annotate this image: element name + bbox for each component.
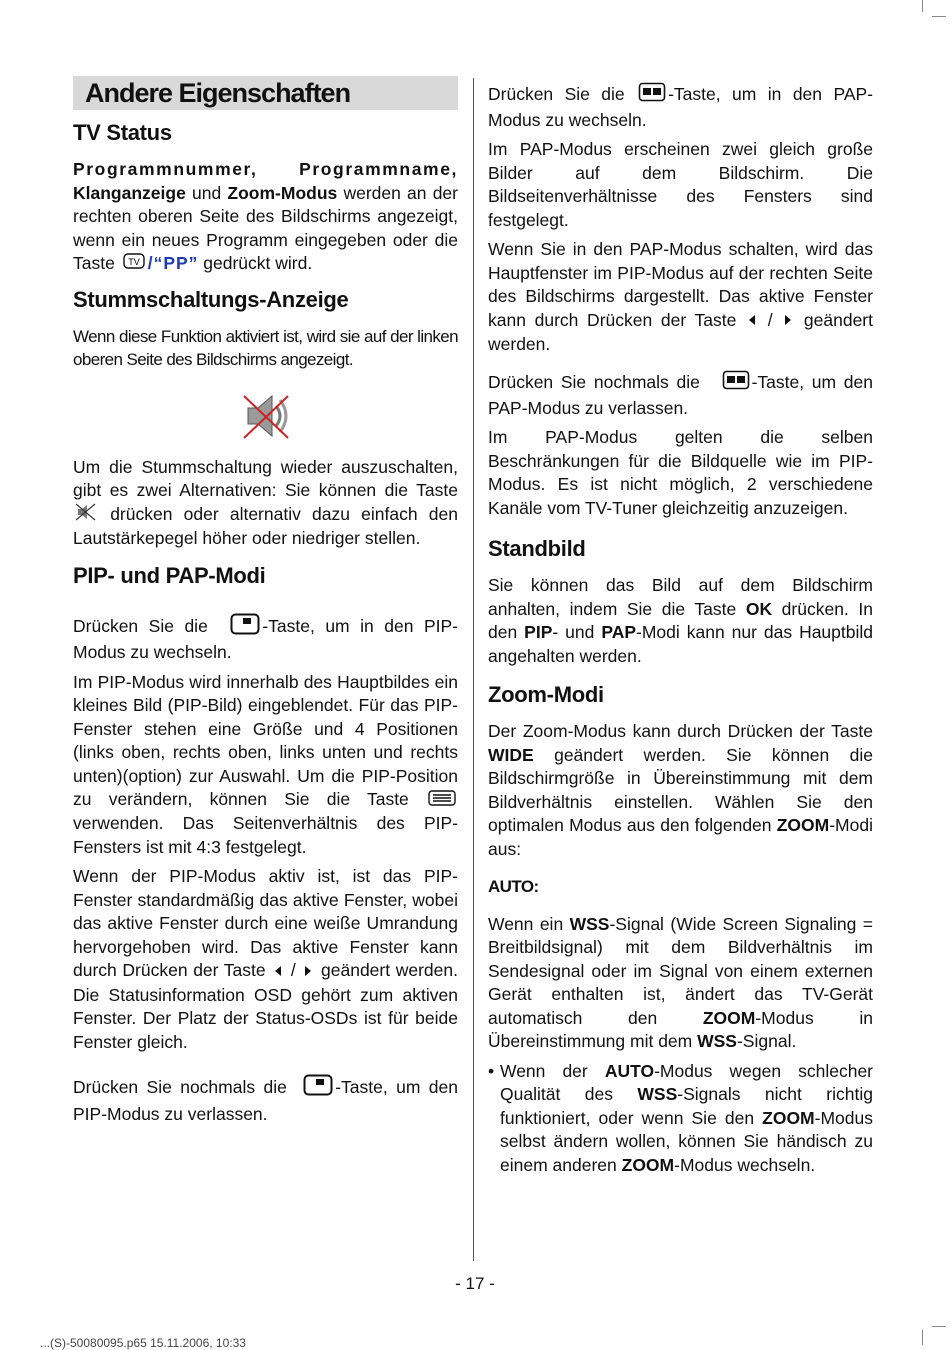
right-column: [488, 82, 873, 1177]
auto-text: Wenn ein WSS-Signal (Wide Screen Signaling = Breitbildsignal) mit dem Bildverhältnis im Sendesignal oder im Signal von einem externen Gerät enthalten ist, ändert das TV-Gerät automatisch den ZOOM-Modus in Übereinstimmung mit dem WSS-Signal.: [488, 913, 873, 1052]
crop-mark: [922, 0, 923, 12]
tv-icon: [122, 252, 146, 277]
standbild-title: Standbild: [488, 536, 586, 562]
pap-switch-text: Wenn Sie in den PAP-Modus schalten, wird das Hauptfenster im PIP-Modus auf der rechten Seite des Bildschirms dargestellt. Das aktive Fenster kann durch Drücken der Taste / geändert werden.: [488, 239, 873, 354]
mute-title: Stummschaltungs-Anzeige: [73, 286, 349, 312]
column-divider: [473, 78, 474, 1261]
crop-mark: [932, 1326, 946, 1327]
pip-active-window-text: Wenn der PIP-Modus aktiv ist, ist das PIP-Fenster standardmäßig das aktive Fenster, wobei das aktive Fenster durch eine weiße Umrandung hervorgehoben wird. Das aktive Fenster kann durch Drücken der Taste / geändert werden. Die Statusinformation OSD gehört zum aktiven Fenster. Der Platz der Status-OSDs ist für beide Fenster gleich.: [73, 866, 458, 1052]
left-arrow-icon: [747, 309, 757, 333]
crop-mark: [932, 16, 946, 17]
pap-exit-text: Drücken Sie nochmals die -Taste, um den PAP-Modus zu verlassen.: [488, 372, 874, 418]
pip-pap-title: PIP- und PAP-Modi: [73, 562, 266, 588]
list-item: [488, 1060, 873, 1178]
pip-icon: [230, 613, 260, 642]
mute-icon: [75, 503, 97, 528]
bullet-text: Wenn der AUTO-Modus wegen schlecher Qualität des WSS-Signals nicht richtig funktioniert, oder wenn Sie den ZOOM-Modus selbst ändern wollen, können Sie händisch zu einem anderen ZOOM-Modus wechseln.: [500, 1060, 874, 1175]
pip-icon: [303, 1074, 333, 1103]
pap-description: Im PAP-Modus erscheinen zwei gleich große Bilder auf dem Bildschirm. Die Bildseitenverhältnisse des Fensters sind festgelegt.: [488, 139, 873, 230]
pip-description: Im PIP-Modus wird innerhalb des Hauptbildes ein kleines Bild (PIP-Bild) eingeblendet. Für das PIP-Fenster stehen eine Größe und 4 Positionen (links oben, rechts oben, links unten und rechts unten)(option) zur Auswahl. Um die PIP-Position zu verändern, können Sie die Taste verwenden. Das Seitenverhältnis des PIP-Fensters ist mit 4:3 festgelegt.: [73, 671, 458, 857]
page-number: - 17 -: [455, 1274, 495, 1293]
pap-restrictions-text: Im PAP-Modus gelten die selben Beschränkungen für die Bildquelle wie im PIP-Modus. Es ist nicht möglich, 2 verschiedene Kanäle vom TV-Tuner gleichzeitig anzuzeigen.: [488, 427, 873, 518]
zoom-text: Der Zoom-Modus kann durch Drücken der Taste WIDE geändert werden. Sie können die Bildschirmgröße in Übereinstimmung mit dem Bildverhältnis einstellen. Wählen Sie den optimalen Modus aus den folgenden ZOOM-Modi aus:: [488, 721, 873, 859]
zoom-title: Zoom-Modi: [488, 682, 604, 708]
page-heading: Andere Eigenschaften: [85, 77, 351, 108]
standbild-text: Sie können das Bild auf dem Bildschirm anhalten, indem Sie die Taste OK drücken. In den PIP- und PAP-Modi kann nur das Hauptbild angehalten werden.: [488, 575, 874, 666]
pap-icon: [722, 370, 750, 397]
auto-title: AUTO:: [488, 877, 539, 897]
crop-mark: [922, 1330, 923, 1345]
left-arrow-icon: [273, 960, 283, 984]
pap-enter-text: Drücken Sie die -Taste, um in den PAP-Modus zu wechseln.: [488, 83, 873, 130]
mute-icon: [73, 390, 458, 442]
svg-text:TV: TV: [127, 257, 140, 268]
pip-enter-text: Drücken Sie die -Taste, um in den PIP-Modus zu wechseln.: [73, 613, 458, 665]
tv-status-title: TV Status: [73, 120, 172, 145]
right-arrow-icon: [303, 960, 313, 984]
section-heading-bar: [73, 76, 458, 110]
pip-exit-text: Drücken Sie nochmals die -Taste, um den PIP-Modus zu verlassen.: [73, 1074, 458, 1126]
right-arrow-icon: [783, 309, 793, 333]
print-footer: ...(S)-50080095.p65 15.11.2006, 10:33: [40, 1336, 246, 1350]
tv-status-text: Programmnummer, Programmname, Klanganzeige und Zoom-Modus werden an der rechten oberen Seite des Bildschirms angezeigt, wenn ein neues Programm eingegeben oder die Taste TV /“PP” gedrückt wird.: [73, 158, 458, 277]
pap-icon: [638, 82, 666, 109]
mute-off-text: Um die Stummschaltung wieder auszuschalten, gibt es zwei Alternativen: Sie können die Taste drücken oder alternativ dazu einfach den Lautstärkepegel höher oder niedriger stellen.: [73, 456, 458, 549]
bullet-point: •: [488, 1060, 495, 1081]
left-column: [73, 76, 458, 1132]
mute-text: Wenn diese Funktion aktiviert ist, wird sie auf der linken oberen Seite des Bildschirms angezeigt.: [73, 326, 458, 370]
position-icon: [428, 789, 456, 813]
